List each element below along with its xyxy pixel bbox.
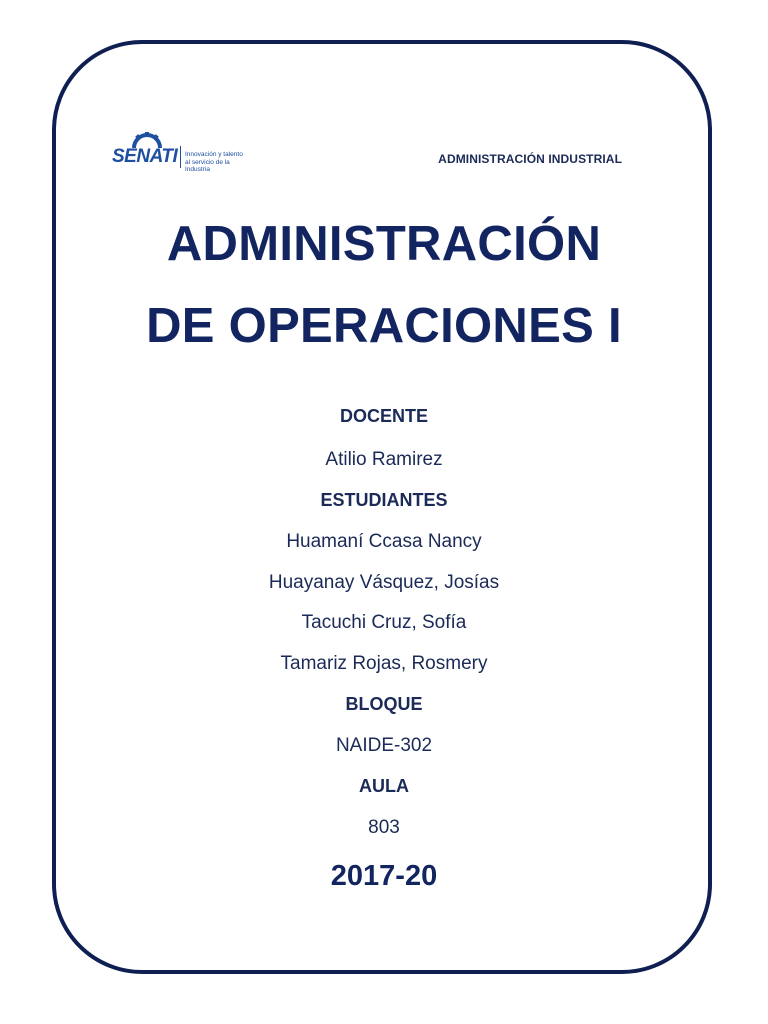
page-title-line-1: ADMINISTRACIÓN (166, 217, 602, 271)
bloque-value: NAIDE-302 (335, 735, 433, 756)
student-name: Tamariz Rojas, Rosmery (280, 653, 488, 674)
logo-wordmark: SENATI (112, 146, 178, 167)
department-header: ADMINISTRACIÓN INDUSTRIAL (438, 152, 622, 166)
logo-divider (180, 146, 181, 168)
aula-value: 803 (368, 817, 400, 838)
logo-tagline (185, 151, 255, 174)
logo-tagline-line-2: al servicio de la Industria (185, 158, 230, 173)
student-name: Tacuchi Cruz, Sofía (301, 612, 467, 633)
student-name: Huayanay Vásquez, Josías (268, 572, 500, 593)
logo-tagline-line-1: Innovación y talento (185, 151, 243, 158)
academic-period: 2017-20 (330, 860, 438, 892)
aula-label: AULA (359, 776, 409, 796)
student-name: Huamaní Ccasa Nancy (286, 531, 482, 552)
estudiantes-label: ESTUDIANTES (320, 490, 448, 510)
docente-name: Atilio Ramirez (325, 449, 443, 470)
page-title-line-2: DE OPERACIONES I (146, 299, 622, 353)
senati-logo (112, 132, 252, 172)
bloque-label: BLOQUE (345, 694, 423, 714)
docente-label: DOCENTE (339, 406, 428, 426)
